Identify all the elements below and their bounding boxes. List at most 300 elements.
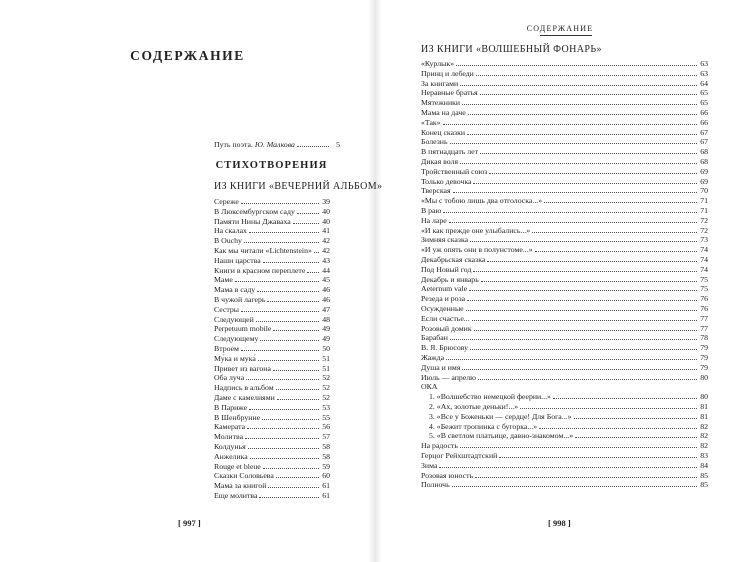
page-number-left: [ 997 ] <box>178 518 201 528</box>
dot-leader <box>470 343 697 350</box>
toc-entry-title: Розовая юность <box>421 470 474 480</box>
toc-entry-page: 44 <box>322 265 330 275</box>
toc-entry-page: 45 <box>322 275 330 285</box>
toc-entry-page: 43 <box>322 255 330 265</box>
toc-entry-title: В Париже <box>214 402 248 412</box>
toc-entry-title: Следующей <box>214 314 254 324</box>
intro-entry-label: Путь поэта. Ю. Малкова <box>214 140 295 149</box>
toc-entry-page: 52 <box>322 373 330 383</box>
toc-entry <box>214 334 330 343</box>
toc-entry-title: Июль — апрелю <box>421 372 477 382</box>
dot-leader <box>263 462 319 469</box>
toc-entry <box>421 353 708 362</box>
toc-entry-title: В Ouchy <box>214 236 242 246</box>
toc-entry <box>421 314 708 323</box>
toc-entry-title: Жажда <box>421 353 445 362</box>
dot-leader <box>473 265 697 272</box>
toc-entry-page: 74 <box>700 264 708 274</box>
toc-entry-title: 4. «Бежит тропинка с бугорка...» <box>429 421 538 431</box>
toc-entry <box>421 206 708 215</box>
toc-entry-page: 60 <box>322 471 330 481</box>
toc-entry-title: На скалах <box>214 226 247 236</box>
toc-entry <box>214 481 330 490</box>
dot-leader <box>268 481 319 488</box>
toc-entry <box>421 137 708 146</box>
dot-leader <box>466 304 697 311</box>
toc-entry <box>421 284 708 293</box>
toc-entry-page: 69 <box>700 176 708 186</box>
dot-leader <box>468 108 697 115</box>
toc-entry <box>421 128 708 137</box>
running-head-rule <box>540 35 592 36</box>
dot-leader <box>276 471 319 478</box>
toc-entry-title: Rouge et bleue <box>214 461 261 471</box>
toc-entry-page: 84 <box>700 460 708 470</box>
dot-leader <box>462 363 697 370</box>
toc-entry <box>421 216 708 225</box>
dot-leader <box>456 59 697 66</box>
toc-entry <box>214 373 330 382</box>
toc-entry <box>214 432 330 441</box>
dot-leader <box>460 441 697 448</box>
toc-entry-page: 46 <box>322 285 330 295</box>
toc-entry-page: 79 <box>700 362 708 372</box>
page-number-right: [ 998 ] <box>548 518 571 528</box>
toc-entry <box>421 59 708 68</box>
toc-entry-title: В. Я. Брюсову <box>421 343 469 353</box>
dot-leader <box>277 393 319 400</box>
toc-entry-title: Розовый домик <box>421 323 472 333</box>
dot-leader <box>469 284 697 291</box>
dot-leader <box>460 79 697 86</box>
dot-leader <box>532 226 697 233</box>
toc-entry <box>429 392 708 401</box>
toc-entry <box>429 422 708 431</box>
book-gutter <box>368 0 382 562</box>
section-title: СТИХОТВОРЕНИЯ <box>215 160 328 171</box>
running-head: СОДЕРЖАНИЕ <box>526 24 594 33</box>
dot-leader <box>245 432 319 439</box>
toc-entry-page: 41 <box>322 226 330 236</box>
dot-leader <box>467 294 697 301</box>
toc-entry-title: Осужденные <box>421 304 464 313</box>
dot-leader <box>241 197 319 204</box>
toc-entry-page: 66 <box>700 108 708 117</box>
toc-entry-page: 57 <box>322 432 330 442</box>
toc-entry-page: 72 <box>700 215 708 225</box>
toc-entry-title: Aeternum vale <box>421 284 468 294</box>
toc-entry-title: В пятнадцать лет <box>421 147 479 157</box>
dot-leader <box>499 451 697 458</box>
toc-entry <box>421 275 708 284</box>
toc-entry <box>214 462 330 471</box>
toc-entry <box>421 461 708 470</box>
toc-entry-page: 58 <box>322 442 330 451</box>
toc-entry-page: 63 <box>700 68 708 78</box>
toc-entry-title: Наши царства <box>214 255 261 265</box>
toc-entry-title: Декабрьская сказка <box>421 255 486 264</box>
toc-entry-title: Камерата <box>214 422 246 432</box>
toc-entry <box>214 246 330 255</box>
toc-entry-title: Втроем <box>214 344 239 353</box>
toc-entry-page: 76 <box>700 304 708 313</box>
toc-entry-title: Даме с камелиями <box>214 393 275 402</box>
dot-leader <box>450 333 697 340</box>
toc-entry <box>214 315 330 324</box>
toc-entry <box>214 226 330 235</box>
toc-entry-title: Герцог Рейхштадтский <box>421 451 498 460</box>
toc-entry <box>421 88 708 97</box>
toc-entry-page: 51 <box>322 363 330 373</box>
toc-entry <box>421 196 708 205</box>
toc-entry <box>214 393 330 402</box>
toc-entry <box>214 491 330 500</box>
toc-entry <box>421 471 708 480</box>
dot-leader <box>314 246 319 253</box>
toc-entry-title: Резеда и роза <box>421 294 466 304</box>
dot-leader <box>467 128 697 135</box>
toc-entry-title: Мама за книгой <box>214 481 267 491</box>
toc-entry-page: 52 <box>322 393 330 402</box>
dot-leader <box>450 137 697 144</box>
toc-entry <box>214 354 330 363</box>
toc-entry <box>214 236 330 245</box>
toc-entry-page: 49 <box>322 324 330 334</box>
dot-leader <box>273 364 319 371</box>
toc-entry-page: 68 <box>700 147 708 157</box>
toc-entry-page: 61 <box>322 491 330 500</box>
toc-entry-page: 77 <box>700 323 708 333</box>
dot-leader <box>480 88 697 95</box>
dot-leader <box>453 186 697 193</box>
toc-entry-title: Дикая воля <box>421 157 459 166</box>
toc-entry-page: 71 <box>700 206 708 215</box>
toc-entry-title: «И как прежде оне улыбались...» <box>421 225 531 235</box>
toc-entry <box>421 118 708 127</box>
toc-entry-title: Оба луча <box>214 373 245 383</box>
toc-entry <box>421 304 708 313</box>
toc-entry <box>214 413 330 422</box>
dot-leader <box>489 167 697 174</box>
toc-entry-title: Надпись в альбом <box>214 383 274 393</box>
toc-entry-title: Мама в саду <box>214 285 256 295</box>
dot-leader <box>520 402 697 409</box>
dot-leader <box>473 177 697 184</box>
toc-entry <box>421 177 708 186</box>
toc-entry <box>421 108 708 117</box>
toc-entry-title: Как мы читали «Lichtenstein» <box>214 246 312 255</box>
dot-leader <box>258 354 319 361</box>
dot-leader <box>248 442 319 449</box>
toc-entry-title: Неравные братья <box>421 88 478 98</box>
toc-entry <box>421 79 708 88</box>
toc-entry <box>214 256 330 265</box>
dot-leader <box>481 275 697 282</box>
toc-entry <box>214 295 330 304</box>
toc-entry <box>429 412 708 421</box>
toc-entry-title: 2. «Ах, золотые деньки!...» <box>429 402 519 411</box>
toc-entry-title: Сестры <box>214 304 240 314</box>
toc-entry-title: Конец сказки <box>421 127 466 137</box>
toc-entry <box>421 186 708 195</box>
dot-leader <box>256 315 319 322</box>
toc-entry-page: 78 <box>700 333 708 343</box>
toc-entry <box>214 207 330 216</box>
toc-entry-page: 39 <box>322 197 330 206</box>
toc-entry-title: Зимняя сказка <box>421 235 469 245</box>
dot-leader <box>452 480 697 487</box>
toc-entry-title: В раю <box>421 206 442 215</box>
toc-entry <box>214 383 330 392</box>
toc-entry <box>421 441 708 450</box>
dot-leader <box>293 217 319 224</box>
toc-entry-page: 83 <box>700 451 708 460</box>
toc-entry-page: 42 <box>322 236 330 246</box>
toc-entry <box>421 363 708 372</box>
toc-entry-page: 75 <box>700 274 708 284</box>
dot-leader <box>443 206 697 213</box>
book-title-evening-album: ИЗ КНИГИ «ВЕЧЕРНИЙ АЛЬБОМ» <box>214 181 383 192</box>
toc-entry <box>421 324 708 333</box>
dot-leader <box>460 157 697 164</box>
toc-entry-page: 59 <box>322 461 330 471</box>
toc-entry-title: Привет из вагона <box>214 363 271 373</box>
toc-entry <box>214 471 330 480</box>
dot-leader <box>574 412 697 419</box>
toc-entry-page: 85 <box>700 480 708 490</box>
toc-entry-title: На ларе <box>421 215 447 225</box>
dot-leader <box>535 245 697 252</box>
intro-entry-page: 5 <box>336 140 340 149</box>
toc-entry-page: 53 <box>322 402 330 412</box>
toc-entry-page: 81 <box>700 402 708 411</box>
dot-leader <box>297 140 329 147</box>
dot-leader <box>307 266 319 273</box>
toc-entry-page: 58 <box>322 451 330 461</box>
toc-entry-title: Еще молитва <box>214 491 258 500</box>
toc-entry-title: На радость <box>421 441 458 451</box>
toc-entry-title: Если счастье... <box>421 313 470 323</box>
toc-entry-page: 65 <box>700 88 708 98</box>
dot-leader <box>249 403 319 410</box>
toc-entry <box>214 403 330 412</box>
toc-entry-title: Маме <box>214 275 233 285</box>
dot-leader <box>462 98 697 105</box>
dot-leader <box>446 353 697 360</box>
toc-entry-page: 55 <box>322 412 330 422</box>
toc-entry <box>214 344 330 353</box>
dot-leader <box>259 491 319 498</box>
toc-entry-title: Следующему <box>214 334 259 344</box>
toc-entry-title: Му́ка и мука́ <box>214 353 256 363</box>
toc-entry <box>421 255 708 264</box>
toc-entry <box>421 451 708 460</box>
dot-leader <box>480 147 697 154</box>
toc-entry-title: Колдунья <box>214 442 246 451</box>
toc-entry-page: 75 <box>700 284 708 294</box>
dot-leader <box>246 373 319 380</box>
toc-entry-title: Perpetuum mobile <box>214 324 272 334</box>
toc-entry-page: 50 <box>322 344 330 353</box>
toc-entry <box>429 402 708 411</box>
toc-entry-page: 42 <box>322 246 330 255</box>
toc-entry-page: 71 <box>700 196 708 206</box>
toc-entry-title: В Люксембургском саду <box>214 206 295 216</box>
toc-entry-page: 47 <box>322 304 330 314</box>
dot-leader <box>249 226 319 233</box>
toc-entry <box>429 431 708 440</box>
toc-entry-page: 64 <box>700 78 708 88</box>
toc-entry-title: «Курлык» <box>421 59 455 68</box>
toc-entry <box>421 245 708 254</box>
dot-leader <box>553 392 697 399</box>
toc-entry-title: Молитва <box>214 432 244 442</box>
dot-leader <box>257 285 319 292</box>
toc-entry-page: 52 <box>322 383 330 393</box>
dot-leader <box>449 216 697 223</box>
toc-entry <box>421 373 708 382</box>
toc-entry-page: 74 <box>700 245 708 255</box>
toc-entry-page: 81 <box>700 411 708 421</box>
toc-entry-page: 80 <box>700 372 708 382</box>
dot-leader <box>247 422 319 429</box>
toc-entry-title: Мятежники <box>421 98 461 108</box>
toc-entry-title: Болезнь <box>421 137 448 147</box>
toc-entry-title: Памяти Нины Джаваха <box>214 216 291 226</box>
dot-leader <box>544 196 697 203</box>
toc-entry-page: 73 <box>700 235 708 245</box>
toc-entry <box>421 382 708 391</box>
dot-leader <box>267 295 319 302</box>
dot-leader <box>472 314 697 321</box>
intro-entry <box>214 140 340 149</box>
toc-entry <box>421 294 708 303</box>
dot-leader <box>241 305 319 312</box>
dot-leader <box>297 207 319 214</box>
toc-entry-page: 49 <box>322 334 330 344</box>
toc-entry <box>214 217 330 226</box>
toc-entry-title: Книги в красном переплете <box>214 265 306 275</box>
toc-entry-page: 46 <box>322 295 330 304</box>
toc-entry-title: В Шенбрунне <box>214 412 261 422</box>
dot-leader <box>263 256 319 263</box>
toc-entry-page: 76 <box>700 294 708 304</box>
toc-entry-title: 3. «Все у Боженьки — сердце! Для Бога...» <box>429 411 572 421</box>
toc-entry-title: За книгами <box>421 78 459 88</box>
toc-entry-title: Декабрь и январь <box>421 274 479 284</box>
dot-leader <box>250 452 319 459</box>
dot-leader <box>241 344 319 351</box>
dot-leader <box>476 69 697 76</box>
dot-leader <box>276 383 319 390</box>
toc-entry <box>421 480 708 489</box>
dot-leader <box>475 471 697 478</box>
toc-entry-title: ОКА <box>421 382 438 392</box>
toc-entry-page: 69 <box>700 166 708 176</box>
toc-entry <box>214 422 330 431</box>
toc-entry-title: Принц и лебеди <box>421 68 474 78</box>
dot-leader <box>478 373 697 380</box>
toc-entry-page: 77 <box>700 313 708 323</box>
toc-entry-page: 56 <box>322 422 330 432</box>
toc-entry-page: 67 <box>700 127 708 137</box>
toc-entry-page: 70 <box>700 186 708 196</box>
toc-entry-page: 79 <box>700 343 708 353</box>
toc-entry <box>214 266 330 275</box>
dot-leader <box>474 324 697 331</box>
dot-leader <box>260 334 319 341</box>
toc-entry-page: 40 <box>322 206 330 216</box>
toc-entry <box>214 442 330 451</box>
dot-leader <box>470 235 697 242</box>
toc-entry-title: Под Новый год <box>421 264 472 274</box>
toc-entry-title: Барабан <box>421 333 448 343</box>
toc-entry <box>214 305 330 314</box>
toc-entry <box>421 226 708 235</box>
dot-leader <box>244 236 319 243</box>
contents-heading: СОДЕРЖАНИЕ <box>130 48 245 63</box>
toc-entry <box>421 343 708 352</box>
toc-entry-page: 61 <box>322 481 330 491</box>
toc-entry-title: Только девочка <box>421 176 472 186</box>
dot-leader <box>487 255 697 262</box>
toc-entry-page: 63 <box>700 59 708 68</box>
toc-entry-title: 5. «В светлом платьице, давно-знакомом...» <box>429 431 574 441</box>
toc-entry-page: 66 <box>700 117 708 127</box>
toc-entry <box>421 235 708 244</box>
toc-entry <box>214 324 330 333</box>
toc-entry <box>421 157 708 166</box>
toc-entry-title: 1. «Волшебство немецкой феерии...» <box>429 392 551 402</box>
toc-entry <box>421 167 708 176</box>
dot-leader <box>273 324 319 331</box>
toc-entry-title: Зима <box>421 460 438 470</box>
dot-leader <box>575 431 697 438</box>
toc-entry-title: Душа и имя <box>421 362 461 372</box>
toc-entry-page: 80 <box>700 392 708 402</box>
toc-entry-title: Анжелика <box>214 451 248 461</box>
toc-entry-page: 48 <box>322 314 330 324</box>
toc-entry <box>214 452 330 461</box>
toc-entry-title: Сереже <box>214 197 239 206</box>
toc-entry-page: 82 <box>700 421 708 431</box>
toc-entry-title: «И уж опять они в полунстоме...» <box>421 245 533 255</box>
toc-entry-title: «Так» <box>421 117 441 127</box>
toc-entry <box>214 364 330 373</box>
toc-entry-page: 65 <box>700 98 708 108</box>
dot-leader <box>539 422 697 429</box>
toc-entry <box>421 69 708 78</box>
toc-entry-page: 79 <box>700 353 708 362</box>
toc-entry-title: Тверская <box>421 186 451 196</box>
toc-entry-page: 72 <box>700 225 708 235</box>
toc-entry-page: 40 <box>322 216 330 226</box>
toc-entry-page: 68 <box>700 157 708 166</box>
toc-entry <box>421 98 708 107</box>
toc-entry-page: 51 <box>322 353 330 363</box>
toc-entry <box>214 275 330 284</box>
toc-entry-title: В чужой лагерь <box>214 295 266 304</box>
dot-leader <box>262 413 319 420</box>
toc-entry-title: «Мы с тобою лишь два отголоска...» <box>421 196 543 206</box>
toc-entry-title: Тройственный союз <box>421 166 488 176</box>
toc-entry-page: 67 <box>700 137 708 147</box>
toc-entry-page: 85 <box>700 470 708 480</box>
book-title-magic-lantern: ИЗ КНИГИ «ВОЛШЕБНЫЙ ФОНАРЬ» <box>421 44 602 55</box>
dot-leader <box>235 275 319 282</box>
toc-entry <box>421 147 708 156</box>
toc-entry <box>421 265 708 274</box>
